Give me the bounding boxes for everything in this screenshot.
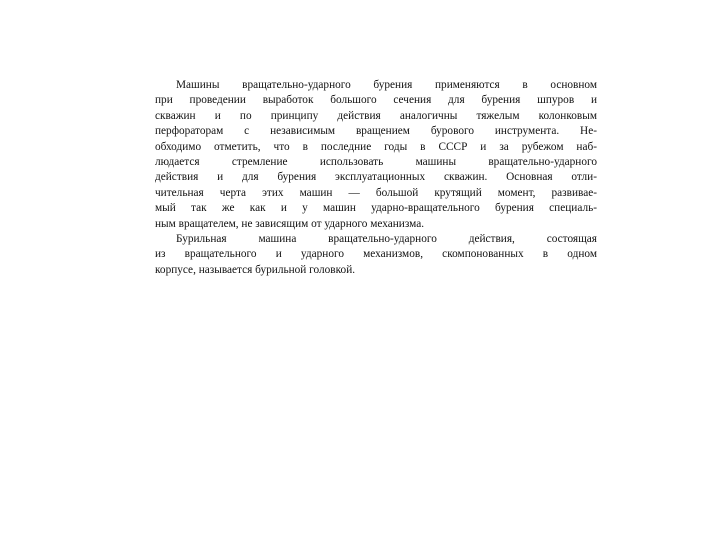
text-line: из вращательного и ударного механизмов, скомпонованных в одном <box>155 248 597 261</box>
text-line: людается стремление использовать машины вращательно-ударного <box>155 155 597 168</box>
text-line: при проведении выработок большого сечения для бурения шпуров и <box>155 94 597 107</box>
text-line: ным вращателем, не зависящим от ударного механизма. <box>155 217 425 230</box>
text-line: корпусе, называется бурильной головкой. <box>155 263 356 276</box>
text-line: Бурильная машина вращательно-ударного действия, состоящая <box>176 232 597 245</box>
text-line: мый так же как и у машин ударно-вращательного бурения специаль- <box>155 202 597 215</box>
text-line: обходимо отметить, что в последние годы в СССР и за рубежом наб- <box>155 140 597 153</box>
paragraph-2 <box>155 232 597 278</box>
text-line: чительная черта этих машин — большой крутящий момент, развивае- <box>155 186 597 199</box>
body-text <box>155 78 597 278</box>
paragraph-1 <box>155 78 597 232</box>
text-line: действия и для бурения эксплуатационных скважин. Основная отли- <box>155 171 597 184</box>
text-line: Машины вращательно-ударного бурения применяются в основном <box>176 79 597 91</box>
text-line: перфораторам с независимым вращением бурового инструмента. Не- <box>155 125 597 138</box>
text-line: скважин и по принципу действия аналогичны тяжелым колонковым <box>155 109 597 122</box>
